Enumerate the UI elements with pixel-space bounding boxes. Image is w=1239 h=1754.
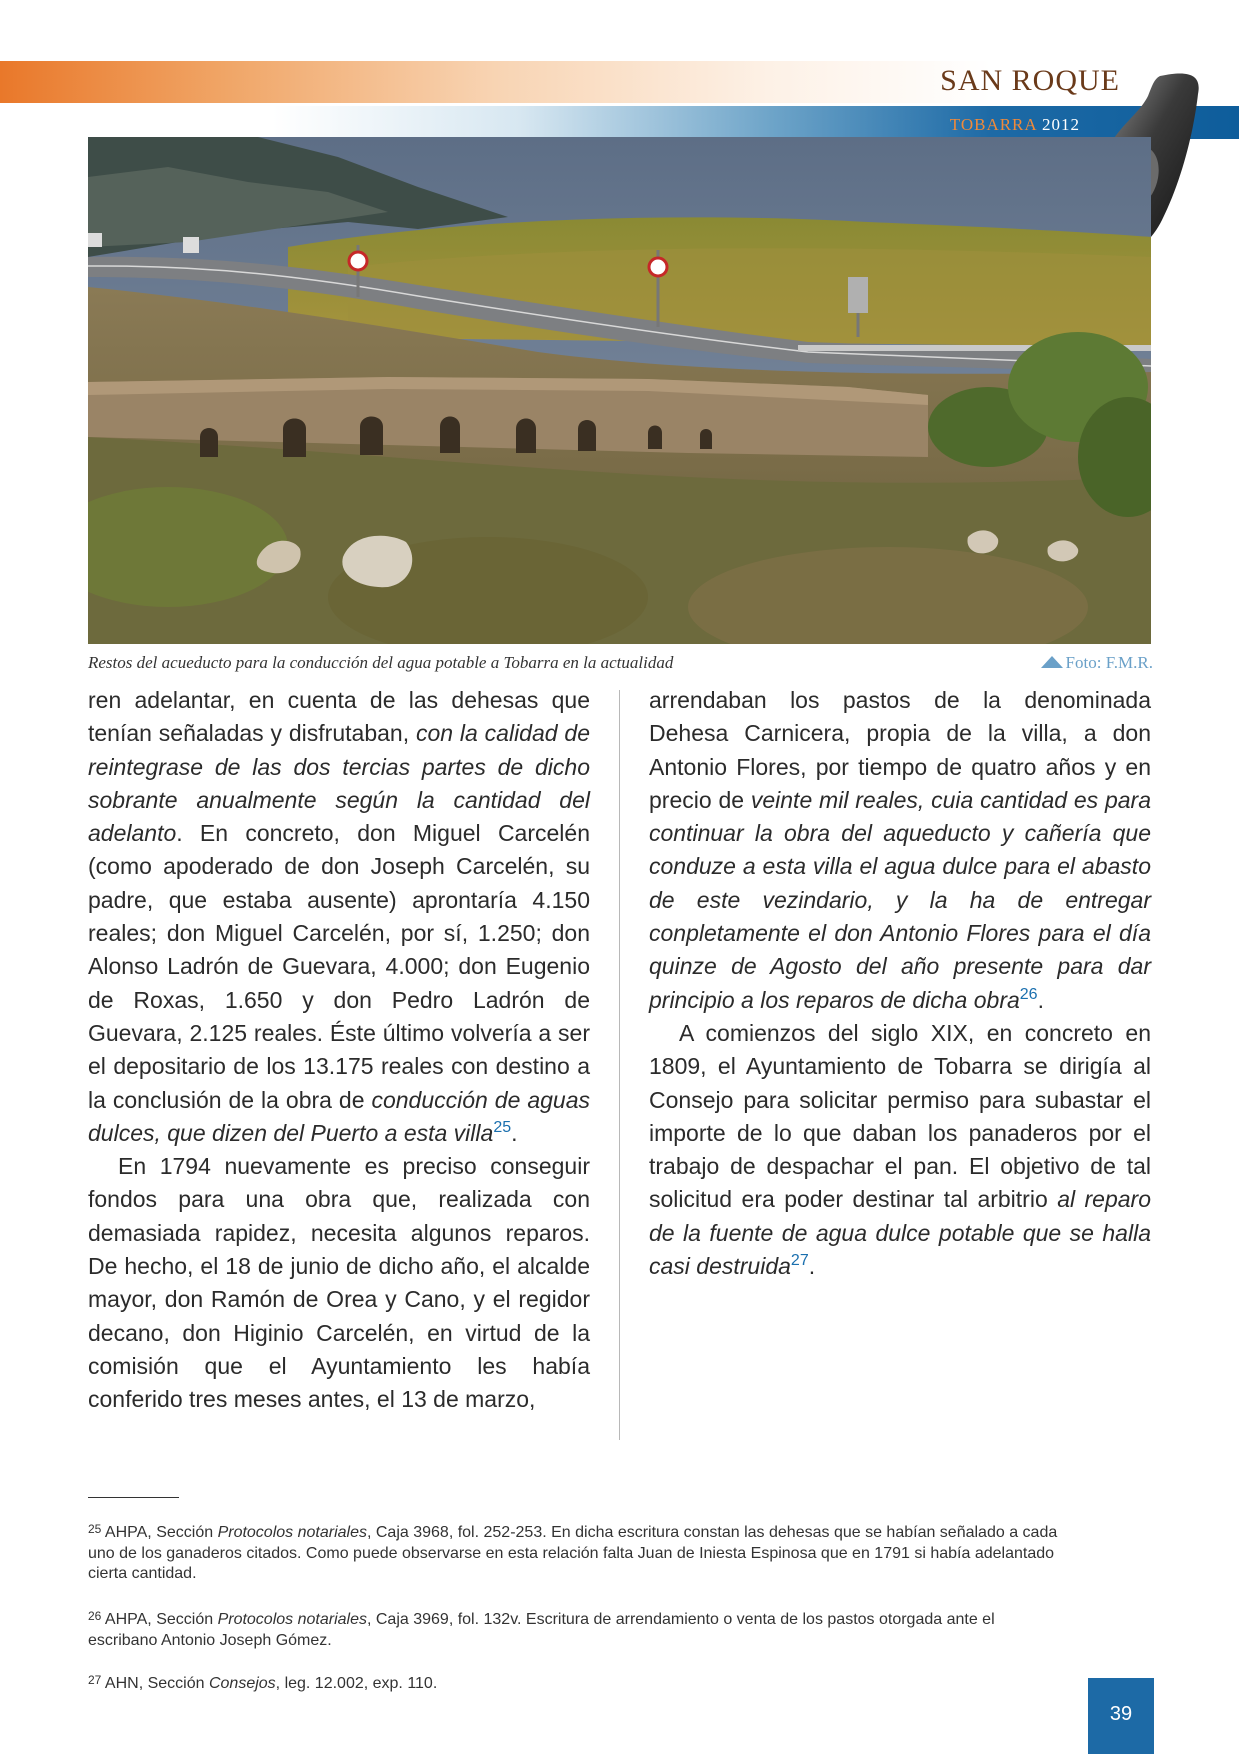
footnote-text: AHPA, Sección [101,1524,218,1541]
text-run: A comienzos del siglo XIX, en concreto en 1809, el Ayuntamiento de Tobarra se dirigía al Consejo para solicitar permiso para subastar el importe de lo que daban los panaderos por el trabajo de despachar el pan. El objetivo de tal solicitud era poder destinar tal arbitrio [649,1019,1151,1213]
body-column-right [649,684,1151,1283]
footnote-italic: Protocolos notariales [217,1611,367,1628]
italic-quote: conducción de aguas dulces, que dizen del Puerto a esta villa [88,1086,591,1146]
paragraph [88,684,590,1150]
footnote-number: 26 [88,1609,102,1623]
magazine-title: SAN ROQUE [940,64,1120,97]
magazine-year: 2012 [1042,115,1080,134]
photo-credit-text: Foto: F.M.R. [1065,653,1153,672]
text-run: . [511,1119,518,1146]
photo-credit [1028,653,1153,673]
paragraph [649,684,1151,1017]
footnote-26 [88,1606,1068,1651]
column-divider [619,690,620,1440]
footnote-number: 25 [88,1522,102,1536]
footnote-text: AHPA, Sección [101,1611,218,1628]
paragraph [649,1017,1151,1283]
triangle-icon [1041,656,1063,668]
footnote-text: AHN, Sección [101,1675,209,1692]
magazine-subtitle [900,115,1080,135]
footnote-27 [88,1670,1068,1695]
italic-quote: al reparo de la fuente de agua dulce potable que se halla casi destruida [649,1186,1152,1280]
text-run: ren adelantar, en cuenta de las dehesas que tenían señaladas y disfrutaban, [88,687,590,747]
body-column-left [88,684,590,1417]
footnote-number: 27 [88,1673,102,1687]
italic-quote: con la calidad de reintegrase de las dos tercias partes de dicho sobrante anualmente según la cantidad del adelanto [88,720,590,847]
footnote-italic: Consejos [208,1675,276,1692]
footnote-rule [88,1497,179,1498]
footnote-ref-25[interactable]: 25 [493,1118,512,1136]
aqueduct-photo [88,137,1151,644]
text-run: . En concreto, don Miguel Carcelén (como apoderado de don Joseph Carcelén, su padre, que estaba ausente) aprontaría 4.150 reales; don Miguel Carcelén, por sí, 1.250; don Alonso Ladrón de Guevara, 4.000; don Eugenio de Roxas, 1.650 y don Pedro Ladrón de Guevara, 2.125 reales. Éste último volvería a ser el depositario de los 13.175 reales con destino a la conclusión de la obra de [88,820,590,1113]
footnote-ref-27[interactable]: 27 [790,1252,809,1270]
photo-caption: Restos del acueducto para la conducción del agua potable a Tobarra en la actualidad [88,653,674,672]
footnote-text: , leg. 12.002, exp. 110. [275,1675,438,1692]
footnote-25 [88,1519,1068,1585]
text-run: . [808,1253,816,1280]
italic-quote: veinte mil reales, cuia cantidad es para continuar la obra del aqueducto y cañería que conduze a esta villa el agua dulce para el abasto de este vezindario, y la ha de entregar conpletamente el don Antonio Flores para el día quinze de Agosto del año presente para dar principio a los reparos de dicha obra [649,786,1151,1013]
footnote-ref-26[interactable]: 26 [1019,985,1038,1003]
text-run: . [1037,986,1044,1013]
footnote-text: , Caja 3968, fol. 252-253. En dicha escritura constan las dehesas que se habían señalado a cada uno de los ganaderos citados. Como puede observarse en esta relación falta Juan de Iniesta Espinosa que en 1791 si había adelantado cierta cantidad. [88,1524,1058,1582]
paragraph: En 1794 nuevamente es preciso conseguir fondos para una obra que, realizada con demasiada rapidez, necesita algunos reparos. De hecho, el 18 de junio de dicho año, el alcalde mayor, don Ramón de Orea y Cano, y el regidor decano, don Higinio Carcelén, en virtud de la comisión que el Ayuntamiento les había conferido tres meses antes, el 13 de marzo, [88,1153,590,1413]
footnote-italic: Protocolos notariales [217,1524,367,1541]
text-run: arrendaban los pastos de la denominada Dehesa Carnicera, propia de la villa, a don Antonio Flores, por tiempo de quatro años y en precio de [649,687,1151,813]
footnote-text: , Caja 3969, fol. 132v. Escritura de arrendamiento o venta de los pastos otorgada ante el escribano Antonio Joseph Gómez. [88,1611,995,1649]
magazine-place: TOBARRA [949,115,1037,134]
page-number: 39 [1088,1678,1154,1754]
